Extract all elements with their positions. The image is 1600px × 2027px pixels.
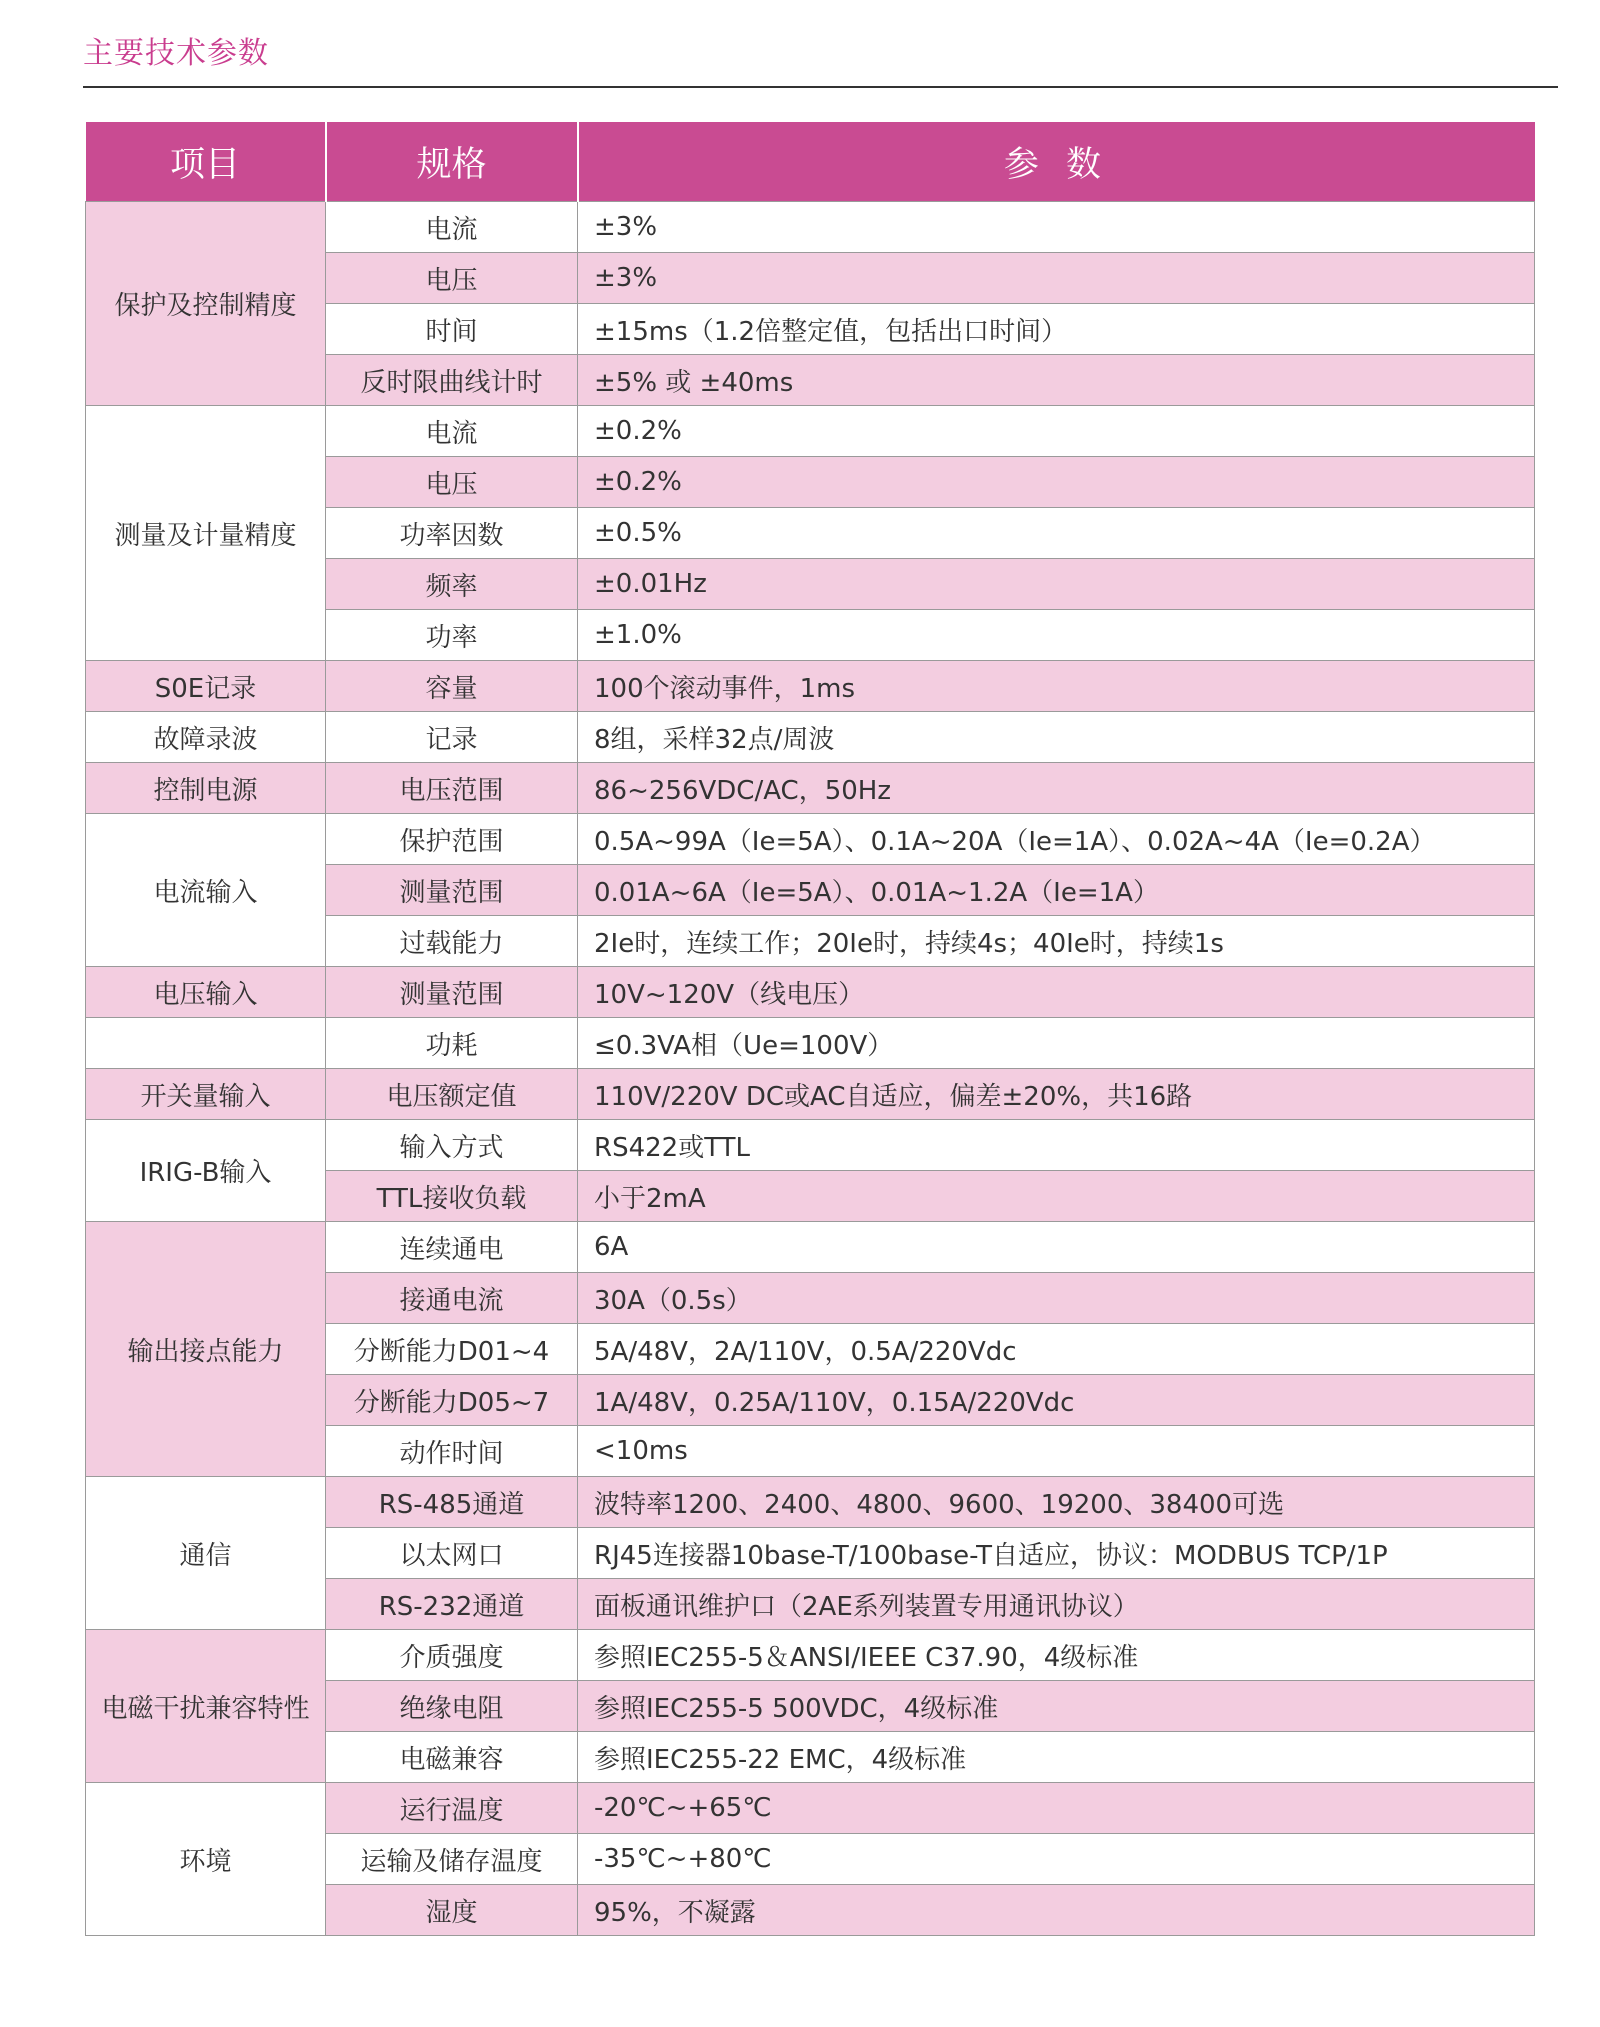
spec-cell: 反时限曲线计时 bbox=[326, 355, 578, 406]
header-row bbox=[86, 122, 1535, 202]
spec-cell: RS-232通道 bbox=[326, 1579, 578, 1630]
value-cell: 参照IEC255-22 EMC，4级标准 bbox=[578, 1732, 1535, 1783]
value-cell: 参照IEC255-5 500VDC，4级标准 bbox=[578, 1681, 1535, 1732]
spec-cell: 测量范围 bbox=[326, 865, 578, 916]
spec-cell: 电压 bbox=[326, 457, 578, 508]
spec-cell: 连续通电 bbox=[326, 1222, 578, 1273]
category-cell: 开关量输入 bbox=[86, 1069, 326, 1120]
value-cell: 6A bbox=[578, 1222, 1535, 1273]
spec-cell: 功耗 bbox=[326, 1018, 578, 1069]
category-cell: 输出接点能力 bbox=[86, 1222, 326, 1477]
value-cell: 30A（0.5s） bbox=[578, 1273, 1535, 1324]
value-cell: ±0.01Hz bbox=[578, 559, 1535, 610]
spec-cell: 输入方式 bbox=[326, 1120, 578, 1171]
page-title: 主要技术参数 bbox=[83, 36, 269, 71]
spec-cell: 记录 bbox=[326, 712, 578, 763]
spec-cell: 湿度 bbox=[326, 1885, 578, 1936]
table-row bbox=[86, 1120, 1535, 1171]
value-cell: 100个滚动事件，1ms bbox=[578, 661, 1535, 712]
title-divider bbox=[83, 86, 1558, 88]
spec-cell: 接通电流 bbox=[326, 1273, 578, 1324]
value-cell: ±15ms（1.2倍整定值，包括出口时间） bbox=[578, 304, 1535, 355]
category-cell: S0E记录 bbox=[86, 661, 326, 712]
spec-cell: 介质强度 bbox=[326, 1630, 578, 1681]
category-cell: 保护及控制精度 bbox=[86, 202, 326, 406]
table-row bbox=[86, 1222, 1535, 1273]
value-cell: 8组，采样32点/周波 bbox=[578, 712, 1535, 763]
spec-cell: 电流 bbox=[326, 406, 578, 457]
category-cell: 电磁干扰兼容特性 bbox=[86, 1630, 326, 1783]
value-cell: <10ms bbox=[578, 1426, 1535, 1477]
spec-table-header bbox=[86, 122, 1535, 202]
value-cell: ±5% 或 ±40ms bbox=[578, 355, 1535, 406]
spec-cell: RS-485通道 bbox=[326, 1477, 578, 1528]
category-cell bbox=[86, 1018, 326, 1069]
spec-cell: 电压范围 bbox=[326, 763, 578, 814]
table-row bbox=[86, 712, 1535, 763]
value-cell: -20℃~+65℃ bbox=[578, 1783, 1535, 1834]
category-cell: IRIG-B输入 bbox=[86, 1120, 326, 1222]
table-row bbox=[86, 661, 1535, 712]
category-cell: 电压输入 bbox=[86, 967, 326, 1018]
table-row bbox=[86, 1069, 1535, 1120]
spec-cell: 频率 bbox=[326, 559, 578, 610]
value-cell: ±0.2% bbox=[578, 406, 1535, 457]
spec-cell: 测量范围 bbox=[326, 967, 578, 1018]
spec-cell: 保护范围 bbox=[326, 814, 578, 865]
spec-cell: 绝缘电阻 bbox=[326, 1681, 578, 1732]
table-row bbox=[86, 967, 1535, 1018]
spec-cell: 运行温度 bbox=[326, 1783, 578, 1834]
value-cell: 参照IEC255-5＆ANSI/IEEE C37.90，4级标准 bbox=[578, 1630, 1535, 1681]
table-row bbox=[86, 1630, 1535, 1681]
value-cell: 5A/48V，2A/110V，0.5A/220Vdc bbox=[578, 1324, 1535, 1375]
spec-cell: 功率因数 bbox=[326, 508, 578, 559]
value-cell: 95%，不凝露 bbox=[578, 1885, 1535, 1936]
spec-cell: 分断能力D01~4 bbox=[326, 1324, 578, 1375]
value-cell: 86~256VDC/AC，50Hz bbox=[578, 763, 1535, 814]
value-cell: ≤0.3VA相（Ue=100V） bbox=[578, 1018, 1535, 1069]
value-cell: 小于2mA bbox=[578, 1171, 1535, 1222]
value-cell: 波特率1200、2400、4800、9600、19200、38400可选 bbox=[578, 1477, 1535, 1528]
spec-table bbox=[85, 122, 1535, 1936]
table-row bbox=[86, 406, 1535, 457]
spec-cell: 动作时间 bbox=[326, 1426, 578, 1477]
value-cell: 2Ie时，连续工作；20Ie时，持续4s；40Ie时，持续1s bbox=[578, 916, 1535, 967]
value-cell: RS422或TTL bbox=[578, 1120, 1535, 1171]
table-row bbox=[86, 814, 1535, 865]
spec-cell: TTL接收负载 bbox=[326, 1171, 578, 1222]
value-cell: 10V~120V（线电压） bbox=[578, 967, 1535, 1018]
spec-cell: 以太网口 bbox=[326, 1528, 578, 1579]
header-params: 参 数 bbox=[578, 122, 1535, 202]
table-row bbox=[86, 1477, 1535, 1528]
value-cell: ±0.5% bbox=[578, 508, 1535, 559]
category-cell: 控制电源 bbox=[86, 763, 326, 814]
spec-cell: 电流 bbox=[326, 202, 578, 253]
category-cell: 故障录波 bbox=[86, 712, 326, 763]
value-cell: 110V/220V DC或AC自适应，偏差±20%，共16路 bbox=[578, 1069, 1535, 1120]
value-cell: ±1.0% bbox=[578, 610, 1535, 661]
value-cell: 1A/48V，0.25A/110V，0.15A/220Vdc bbox=[578, 1375, 1535, 1426]
header-spec: 规格 bbox=[326, 122, 578, 202]
value-cell: ±3% bbox=[578, 253, 1535, 304]
spec-table-body bbox=[86, 202, 1535, 1936]
table-row bbox=[86, 202, 1535, 253]
value-cell: ±0.2% bbox=[578, 457, 1535, 508]
table-row bbox=[86, 1018, 1535, 1069]
category-cell: 电流输入 bbox=[86, 814, 326, 967]
table-row bbox=[86, 763, 1535, 814]
spec-cell: 电磁兼容 bbox=[326, 1732, 578, 1783]
value-cell: ±3% bbox=[578, 202, 1535, 253]
spec-cell: 运输及储存温度 bbox=[326, 1834, 578, 1885]
spec-cell: 过载能力 bbox=[326, 916, 578, 967]
category-cell: 环境 bbox=[86, 1783, 326, 1936]
table-row bbox=[86, 1783, 1535, 1834]
value-cell: RJ45连接器10base-T/100base-T自适应，协议：MODBUS TCP/1P bbox=[578, 1528, 1535, 1579]
value-cell: 面板通讯维护口（2AE系列装置专用通讯协议） bbox=[578, 1579, 1535, 1630]
value-cell: -35℃~+80℃ bbox=[578, 1834, 1535, 1885]
category-cell: 通信 bbox=[86, 1477, 326, 1630]
spec-cell: 分断能力D05~7 bbox=[326, 1375, 578, 1426]
spec-cell: 电压 bbox=[326, 253, 578, 304]
value-cell: 0.5A~99A（Ie=5A）、0.1A~20A（Ie=1A）、0.02A~4A（Ie=0.2A） bbox=[578, 814, 1535, 865]
value-cell: 0.01A~6A（Ie=5A）、0.01A~1.2A（Ie=1A） bbox=[578, 865, 1535, 916]
category-cell: 测量及计量精度 bbox=[86, 406, 326, 661]
header-item: 项目 bbox=[86, 122, 326, 202]
spec-cell: 容量 bbox=[326, 661, 578, 712]
spec-cell: 电压额定值 bbox=[326, 1069, 578, 1120]
spec-cell: 时间 bbox=[326, 304, 578, 355]
spec-cell: 功率 bbox=[326, 610, 578, 661]
